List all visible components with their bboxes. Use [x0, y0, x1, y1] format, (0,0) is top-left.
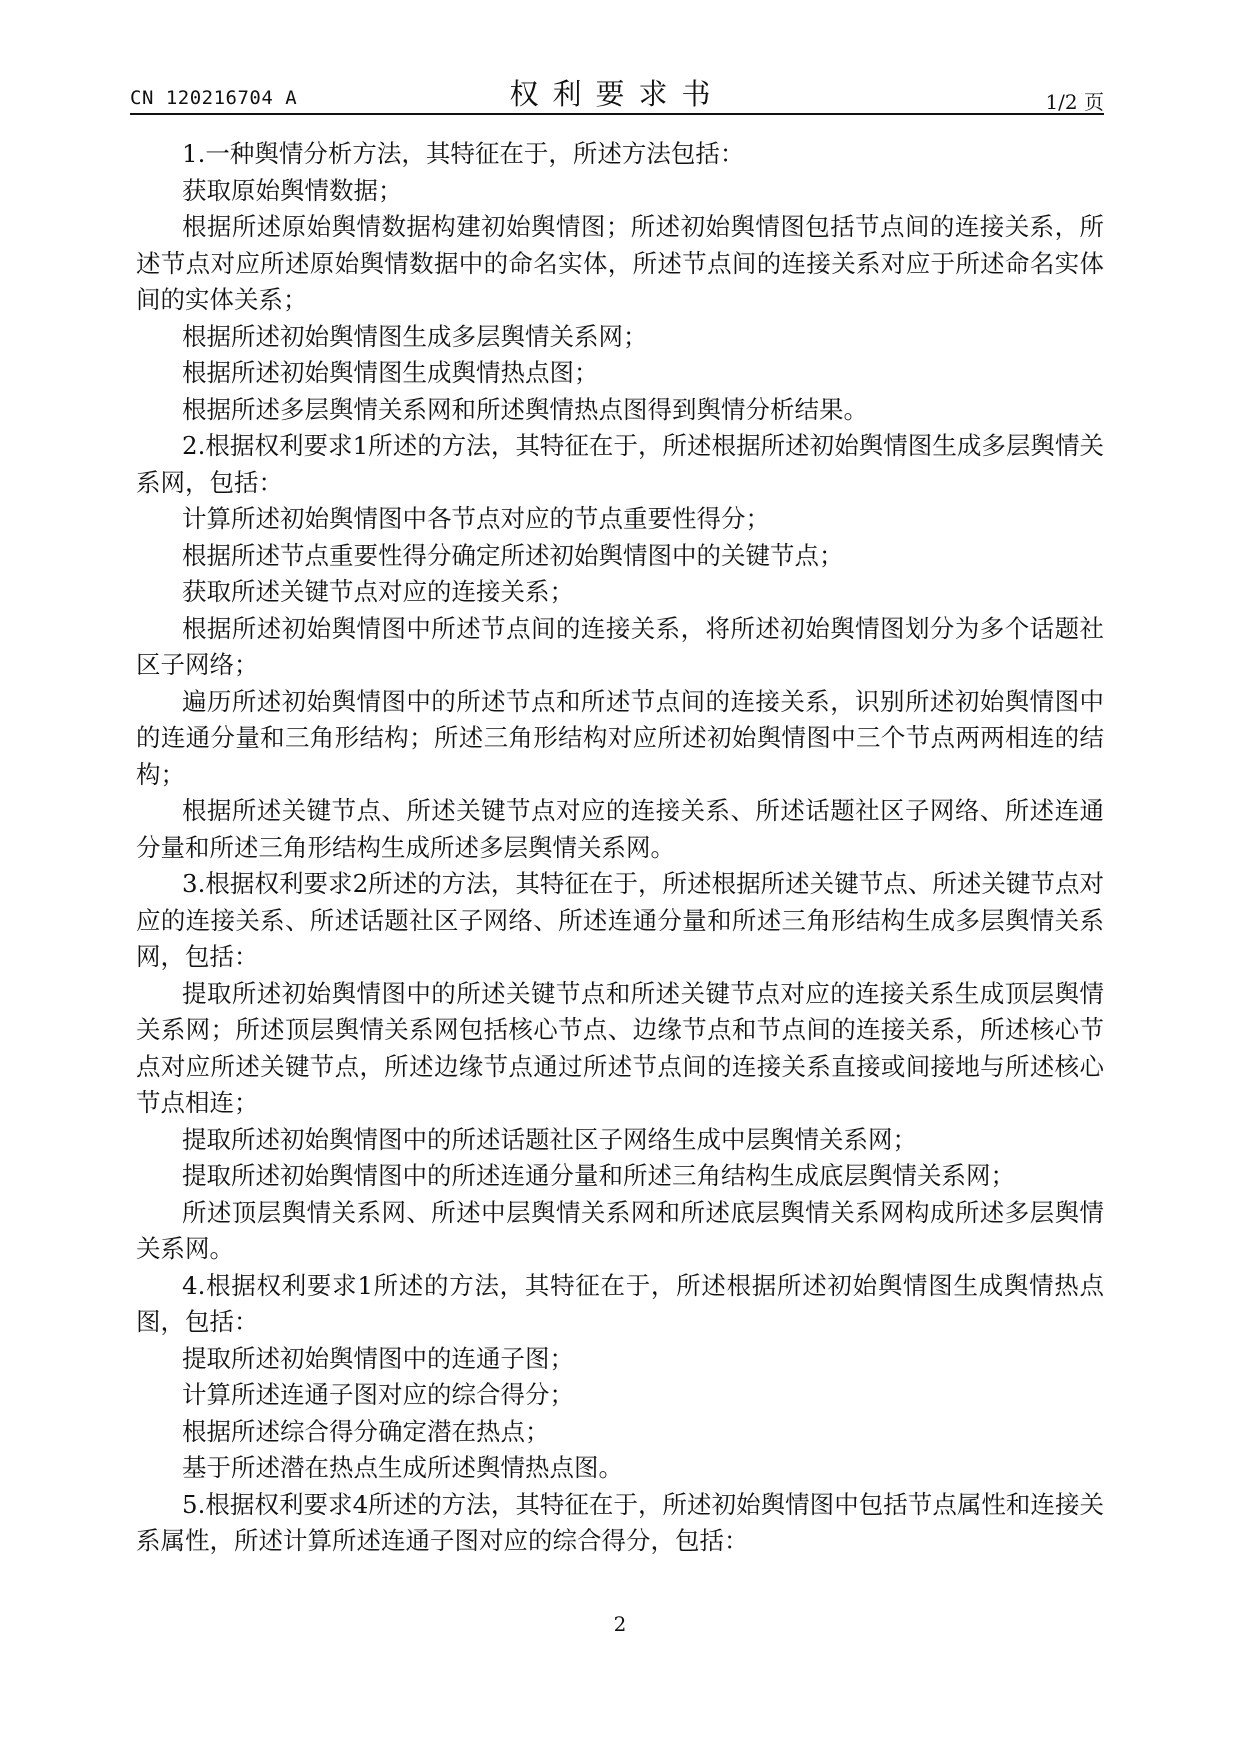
claim-paragraph: 遍历所述初始舆情图中的所述节点和所述节点间的连接关系，识别所述初始舆情图中的连通分量和三角形结构；所述三角形结构对应所述初始舆情图中三个节点两两相连的结构； [136, 686, 1104, 789]
claim-paragraph: 根据所述多层舆情关系网和所述舆情热点图得到舆情分析结果。 [182, 394, 868, 424]
page-header [130, 70, 1104, 116]
claim-paragraph: 获取原始舆情数据； [182, 175, 403, 205]
claim-paragraph: 根据所述关键节点、所述关键节点对应的连接关系、所述话题社区子网络、所述连通分量和所述三角形结构生成所述多层舆情关系网。 [136, 796, 1104, 862]
claim-paragraph: 提取所述初始舆情图中的所述话题社区子网络生成中层舆情关系网； [182, 1124, 917, 1154]
claims-body [136, 136, 1104, 1560]
claim-paragraph: 根据所述初始舆情图中所述节点间的连接关系，将所述初始舆情图划分为多个话题社区子网络； [136, 613, 1104, 679]
claim-paragraph: 计算所述连通子图对应的综合得分； [182, 1380, 574, 1409]
publication-number: CN 120216704 A [130, 87, 298, 109]
claim-paragraph: 2.根据权利要求1所述的方法，其特征在于，所述根据所述初始舆情图生成多层舆情关系网，包括： [136, 431, 1104, 497]
claim-paragraph: 提取所述初始舆情图中的所述关键节点和所述关键节点对应的连接关系生成顶层舆情关系网；所述顶层舆情关系网包括核心节点、边缘节点和节点间的连接关系，所述核心节点对应所述关键节点，所述边缘节点通过所述节点间的连接关系直接或间接地与所述核心节点相连； [136, 978, 1104, 1117]
claim-paragraph: 3.根据权利要求2所述的方法，其特征在于，所述根据所述关键节点、所述关键节点对应的连接关系、所述话题社区子网络、所述连通分量和所述三角形结构生成多层舆情关系网，包括： [136, 869, 1104, 971]
claim-paragraph: 根据所述综合得分确定潜在热点； [182, 1416, 550, 1446]
page-number: 2 [613, 1612, 627, 1636]
claim-paragraph: 根据所述初始舆情图生成多层舆情关系网； [182, 321, 648, 351]
header-divider [130, 113, 1104, 115]
claim-paragraph: 根据所述原始舆情数据构建初始舆情图；所述初始舆情图包括节点间的连接关系，所述节点对应所述原始舆情数据中的命名实体，所述节点间的连接关系对应于所述命名实体间的实体关系； [136, 212, 1104, 314]
document-title: 权利要求书 [509, 77, 725, 111]
claim-paragraph: 计算所述初始舆情图中各节点对应的节点重要性得分； [182, 504, 770, 533]
claim-paragraph: 根据所述节点重要性得分确定所述初始舆情图中的关键节点； [182, 540, 844, 570]
claim-paragraph: 4.根据权利要求1所述的方法，其特征在于，所述根据所述初始舆情图生成舆情热点图，包括： [136, 1270, 1104, 1336]
claim-paragraph: 5.根据权利要求4所述的方法，其特征在于，所述初始舆情图中包括节点属性和连接关系属性，所述计算所述连通子图对应的综合得分，包括： [136, 1489, 1104, 1555]
page-info: 1/2 页 [1045, 90, 1104, 114]
claim-paragraph: 1.一种舆情分析方法，其特征在于，所述方法包括： [182, 139, 745, 168]
claim-paragraph: 基于所述潜在热点生成所述舆情热点图。 [182, 1453, 623, 1482]
claim-paragraph: 提取所述初始舆情图中的连通子图； [182, 1343, 574, 1373]
claim-paragraph: 根据所述初始舆情图生成舆情热点图； [182, 358, 599, 387]
claim-paragraph: 提取所述初始舆情图中的所述连通分量和所述三角结构生成底层舆情关系网； [182, 1161, 1015, 1190]
claim-paragraph: 所述顶层舆情关系网、所述中层舆情关系网和所述底层舆情关系网构成所述多层舆情关系网。 [136, 1197, 1104, 1263]
claim-paragraph: 获取所述关键节点对应的连接关系； [182, 577, 574, 606]
